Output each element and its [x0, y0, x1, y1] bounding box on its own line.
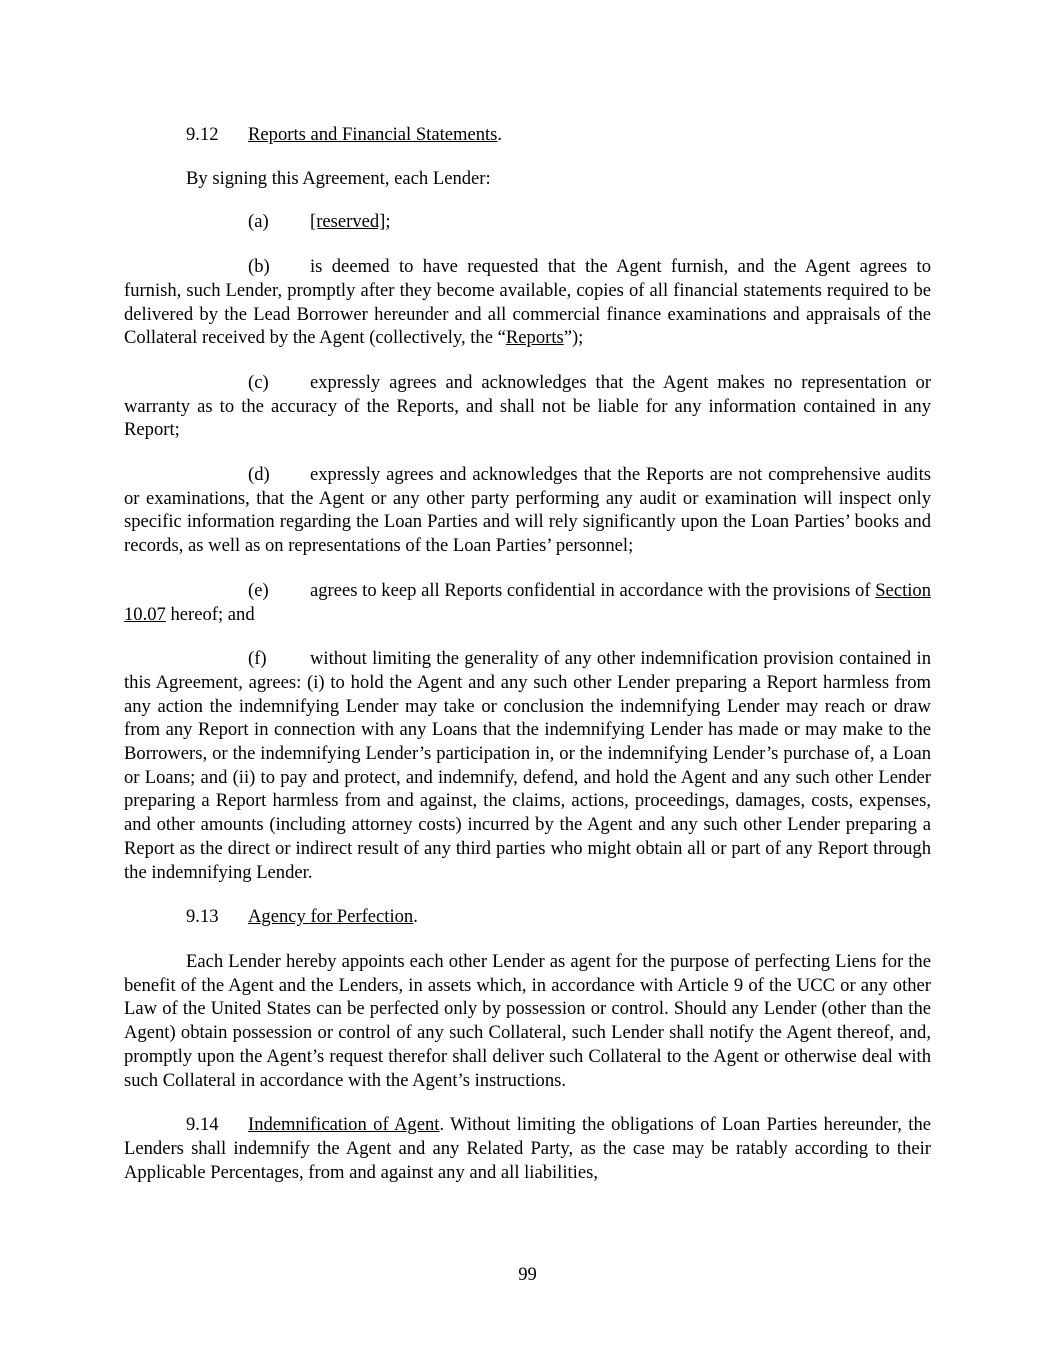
defined-term-reports: Reports — [505, 327, 564, 349]
section-9-12-heading — [124, 123, 931, 147]
section-title-period: . — [497, 124, 503, 145]
section-9-13-heading — [124, 905, 931, 929]
clause-f: (f) without limiting the generality of any other indemnification provision contained in this Agreement, agrees: (i) to hold the Agent and any such other Lender preparing a Report harmless from any action the indemnifying Lender may take or conclusion the indemnifying Lender may reach or draw from any Report in connection with any Loans that the indemnifying Lender has made or may make to the Borrowers, or the indemnifying Lender’s participation in, or the indemnifying Lender’s purchase of, a Loan or Loans; and (ii) to pay and protect, and indemnify, defend, and hold the Agent and any such other Lender preparing a Report harmless from and against, the claims, actions, proceedings, damages, costs, expenses, and other amounts (including attorney costs) incurred by the Agent and any such other Lender preparing a Report as the direct or indirect result of any third parties who might obtain all or part of any Report through the indemnifying Lender. — [124, 648, 931, 883]
clause-e: (e) agrees to keep all Reports confidential in accordance with the provisions of Section 10.07 hereof; and — [124, 579, 931, 625]
clause-label: (c) — [248, 371, 269, 393]
clause-label: (f) — [248, 648, 267, 670]
section-number: 9.14 — [186, 1114, 219, 1136]
clause-b: (b) is deemed to have requested that the Agent furnish, and the Agent agrees to furnish, such Lender, promptly after they become available, copies of all financial statements required to be delivered by the Lead Borrower hereunder and all commercial finance examinations and appraisals of the Collateral received by the Agent (collectively, the “Reports”); — [124, 256, 931, 349]
page-number: 99 — [518, 1264, 537, 1285]
section-title: Agency for Perfection — [248, 906, 414, 928]
clause-a: (a) [reserved]; — [248, 211, 391, 233]
section-reference: Section 10.07 — [124, 579, 931, 625]
clause-label: (b) — [248, 256, 270, 278]
document-page — [124, 123, 931, 1184]
intro-paragraph: By signing this Agreement, each Lender: — [186, 167, 491, 189]
clause-label: (d) — [248, 464, 270, 486]
section-9-13-body: Each Lender hereby appoints each other Lender as agent for the purpose of perfecting Liens for the benefit of the Agent and the Lenders, in assets which, in accordance with Article 9 of the UCC or any other Law of the United States can be perfected only by possession or control. Should any Lender (other than the Agent) obtain possession or control of any such Collateral, such Lender shall notify the Agent thereof, and, promptly upon the Agent’s request therefor shall deliver such Collateral to the Agent or otherwise deal with such Collateral in accordance with the Agent’s instructions. — [124, 950, 931, 1091]
clause-c: (c) expressly agrees and acknowledges that the Agent makes no representation or warranty as to the accuracy of the Reports, and shall not be liable for any information contained in any Report; — [124, 371, 931, 441]
section-title: Reports and Financial Statements — [248, 124, 498, 145]
clause-d: (d) expressly agrees and acknowledges that the Reports are not comprehensive audits or examinations, that the Agent or any other party performing any audit or examination will inspect only specific information regarding the Loan Parties and will rely significantly upon the Loan Parties’ books and records, as well as on representations of the Loan Parties’ personnel; — [124, 464, 931, 557]
section-number: 9.13 — [186, 906, 219, 928]
clause-label: (e) — [248, 579, 269, 601]
section-9-14-body: . Without limiting the obligations of Loan Parties hereunder, the Lenders shall indemnify the Agent and any Related Party, as the case may be ratably according to their Applicable Percentages, from and against any and all liabilities, — [124, 1114, 931, 1183]
section-9-14-paragraph — [124, 1113, 931, 1184]
clause-label: (a) — [248, 211, 269, 233]
section-number: 9.12 — [186, 124, 219, 145]
reserved-term: [reserved] — [310, 211, 386, 233]
section-title-period: . — [413, 906, 418, 928]
section-title: Indemnification of Agent — [248, 1114, 440, 1136]
